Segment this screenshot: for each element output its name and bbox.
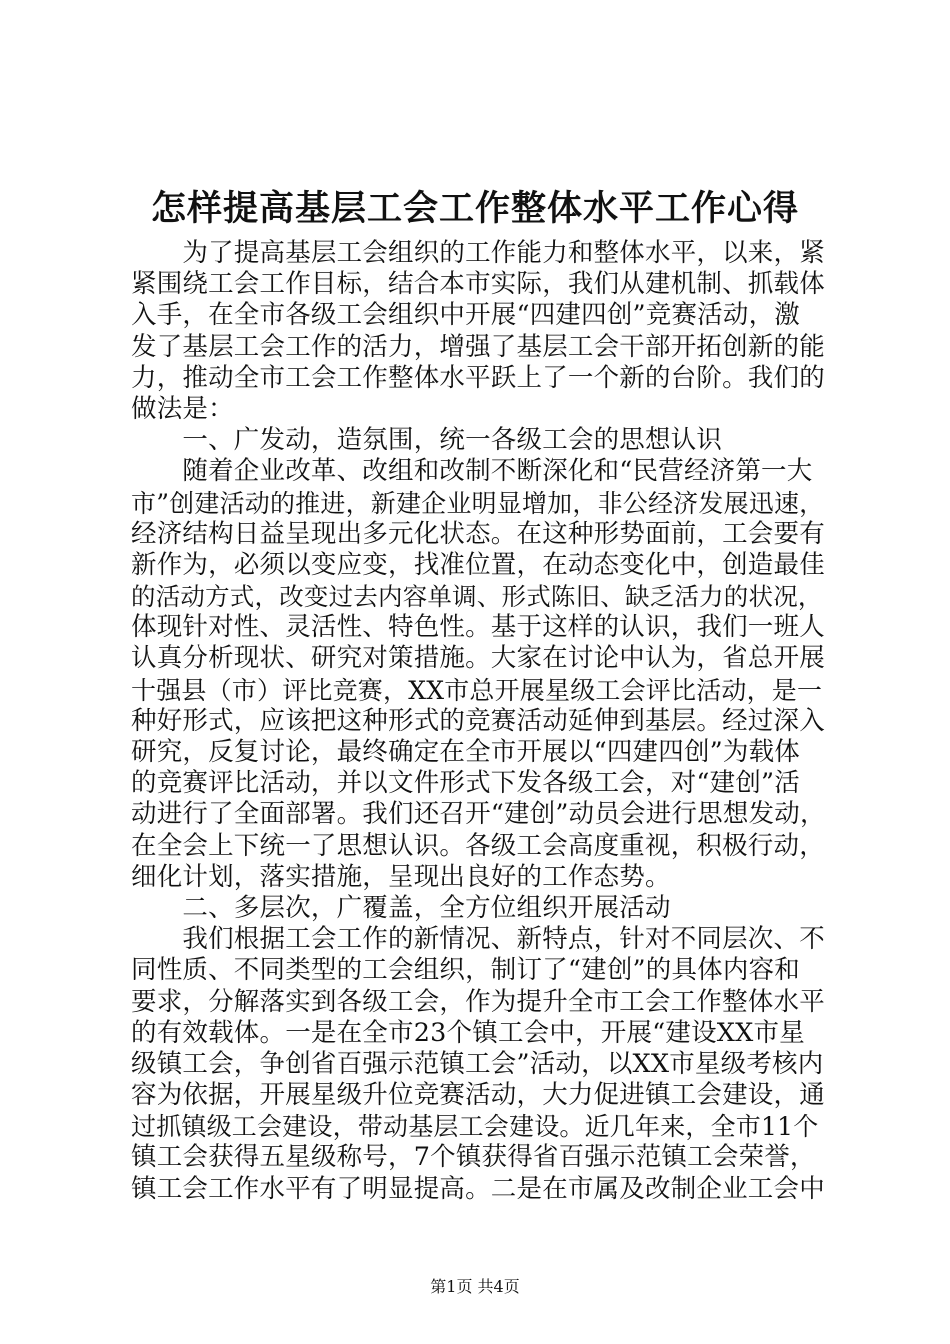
body-line: 在全会上下统一了思想认识。各级工会高度重视，积极行动，	[131, 830, 825, 861]
body-line: 的活动方式，改变过去内容单调、形式陈旧、缺乏活力的状况，	[131, 582, 823, 612]
body-line: 的有效载体。一是在全市23个镇工会中，开展“建设XX市星	[131, 1017, 805, 1048]
body-line: 过抓镇级工会建设，带动基层工会建设。近几年来，全市11个	[131, 1112, 819, 1142]
body-line: 二、多层次，广覆盖，全方位组织开展活动	[131, 892, 671, 923]
document-title: 怎样提高基层工会工作整体水平工作心得	[150, 188, 799, 229]
body-line: 新作为，必须以变应变，找准位置，在动态变化中，创造最佳	[131, 549, 825, 580]
body-line: 经济结构日益呈现出多元化状态。在这种形势面前，工会要有	[131, 518, 825, 549]
body-line: 十强县（市）评比竞赛，XX市总开展星级工会评比活动，是一	[131, 675, 823, 705]
body-line: 发了基层工会工作的活力，增强了基层工会干部开拓创新的能	[131, 331, 825, 362]
body-line: 的竞赛评比活动，并以文件形式下发各级工会，对“建创”活	[131, 768, 800, 799]
page-footer: 第1页 共4页	[430, 1277, 520, 1296]
body-line: 力，推动全市工会工作整体水平跃上了一个新的台阶。我们的	[131, 362, 825, 393]
body-line: 同性质、不同类型的工会组织，制订了“建创”的具体内容和	[131, 955, 800, 986]
body-line: 随着企业改革、改组和改制不断深化和“民营经济第一大	[131, 456, 813, 487]
body-line: 级镇工会，争创省百强示范镇工会”活动，以XX市星级考核内	[131, 1048, 824, 1079]
body-line: 认真分析现状、研究对策措施。大家在讨论中认为，省总开展	[131, 643, 825, 674]
body-line: 镇工会获得五星级称号，7个镇获得省百强示范镇工会荣誉，	[131, 1142, 816, 1173]
body-line: 细化计划，落实措施，呈现出良好的工作态势。	[131, 861, 671, 892]
body-line: 研究，反复讨论，最终确定在全市开展以“四建四创”为载体	[131, 737, 800, 767]
body-line: 镇工会工作水平有了明显提高。二是在市属及改制企业工会中	[131, 1173, 825, 1204]
body-line: 紧围绕工会工作目标，结合本市实际，我们从建机制、抓载体	[131, 269, 825, 300]
body-line: 为了提高基层工会组织的工作能力和整体水平，以来，紧	[131, 238, 825, 268]
body-line: 市”创建活动的推进，新建企业明显增加，非公经济发展迅速，	[131, 488, 825, 518]
body-line: 要求，分解落实到各级工会，作为提升全市工会工作整体水平	[131, 986, 825, 1017]
document-body	[131, 238, 831, 1205]
body-line: 动进行了全面部署。我们还召开“建创”动员会进行思想发动，	[131, 799, 826, 830]
body-line: 体现针对性、灵活性、特色性。基于这样的认识，我们一班人	[131, 612, 825, 643]
body-line: 一、广发动，造氛围，统一各级工会的思想认识	[131, 425, 723, 456]
body-line: 做法是：	[131, 393, 234, 424]
body-line: 种好形式，应该把这种形式的竞赛活动延伸到基层。经过深入	[131, 705, 825, 736]
body-line: 我们根据工会工作的新情况、新特点，针对不同层次、不	[131, 924, 825, 955]
body-line: 入手，在全市各级工会组织中开展“四建四创”竞赛活动，激	[131, 300, 800, 331]
body-line: 容为依据，开展星级升位竞赛活动，大力促进镇工会建设，通	[131, 1080, 825, 1111]
